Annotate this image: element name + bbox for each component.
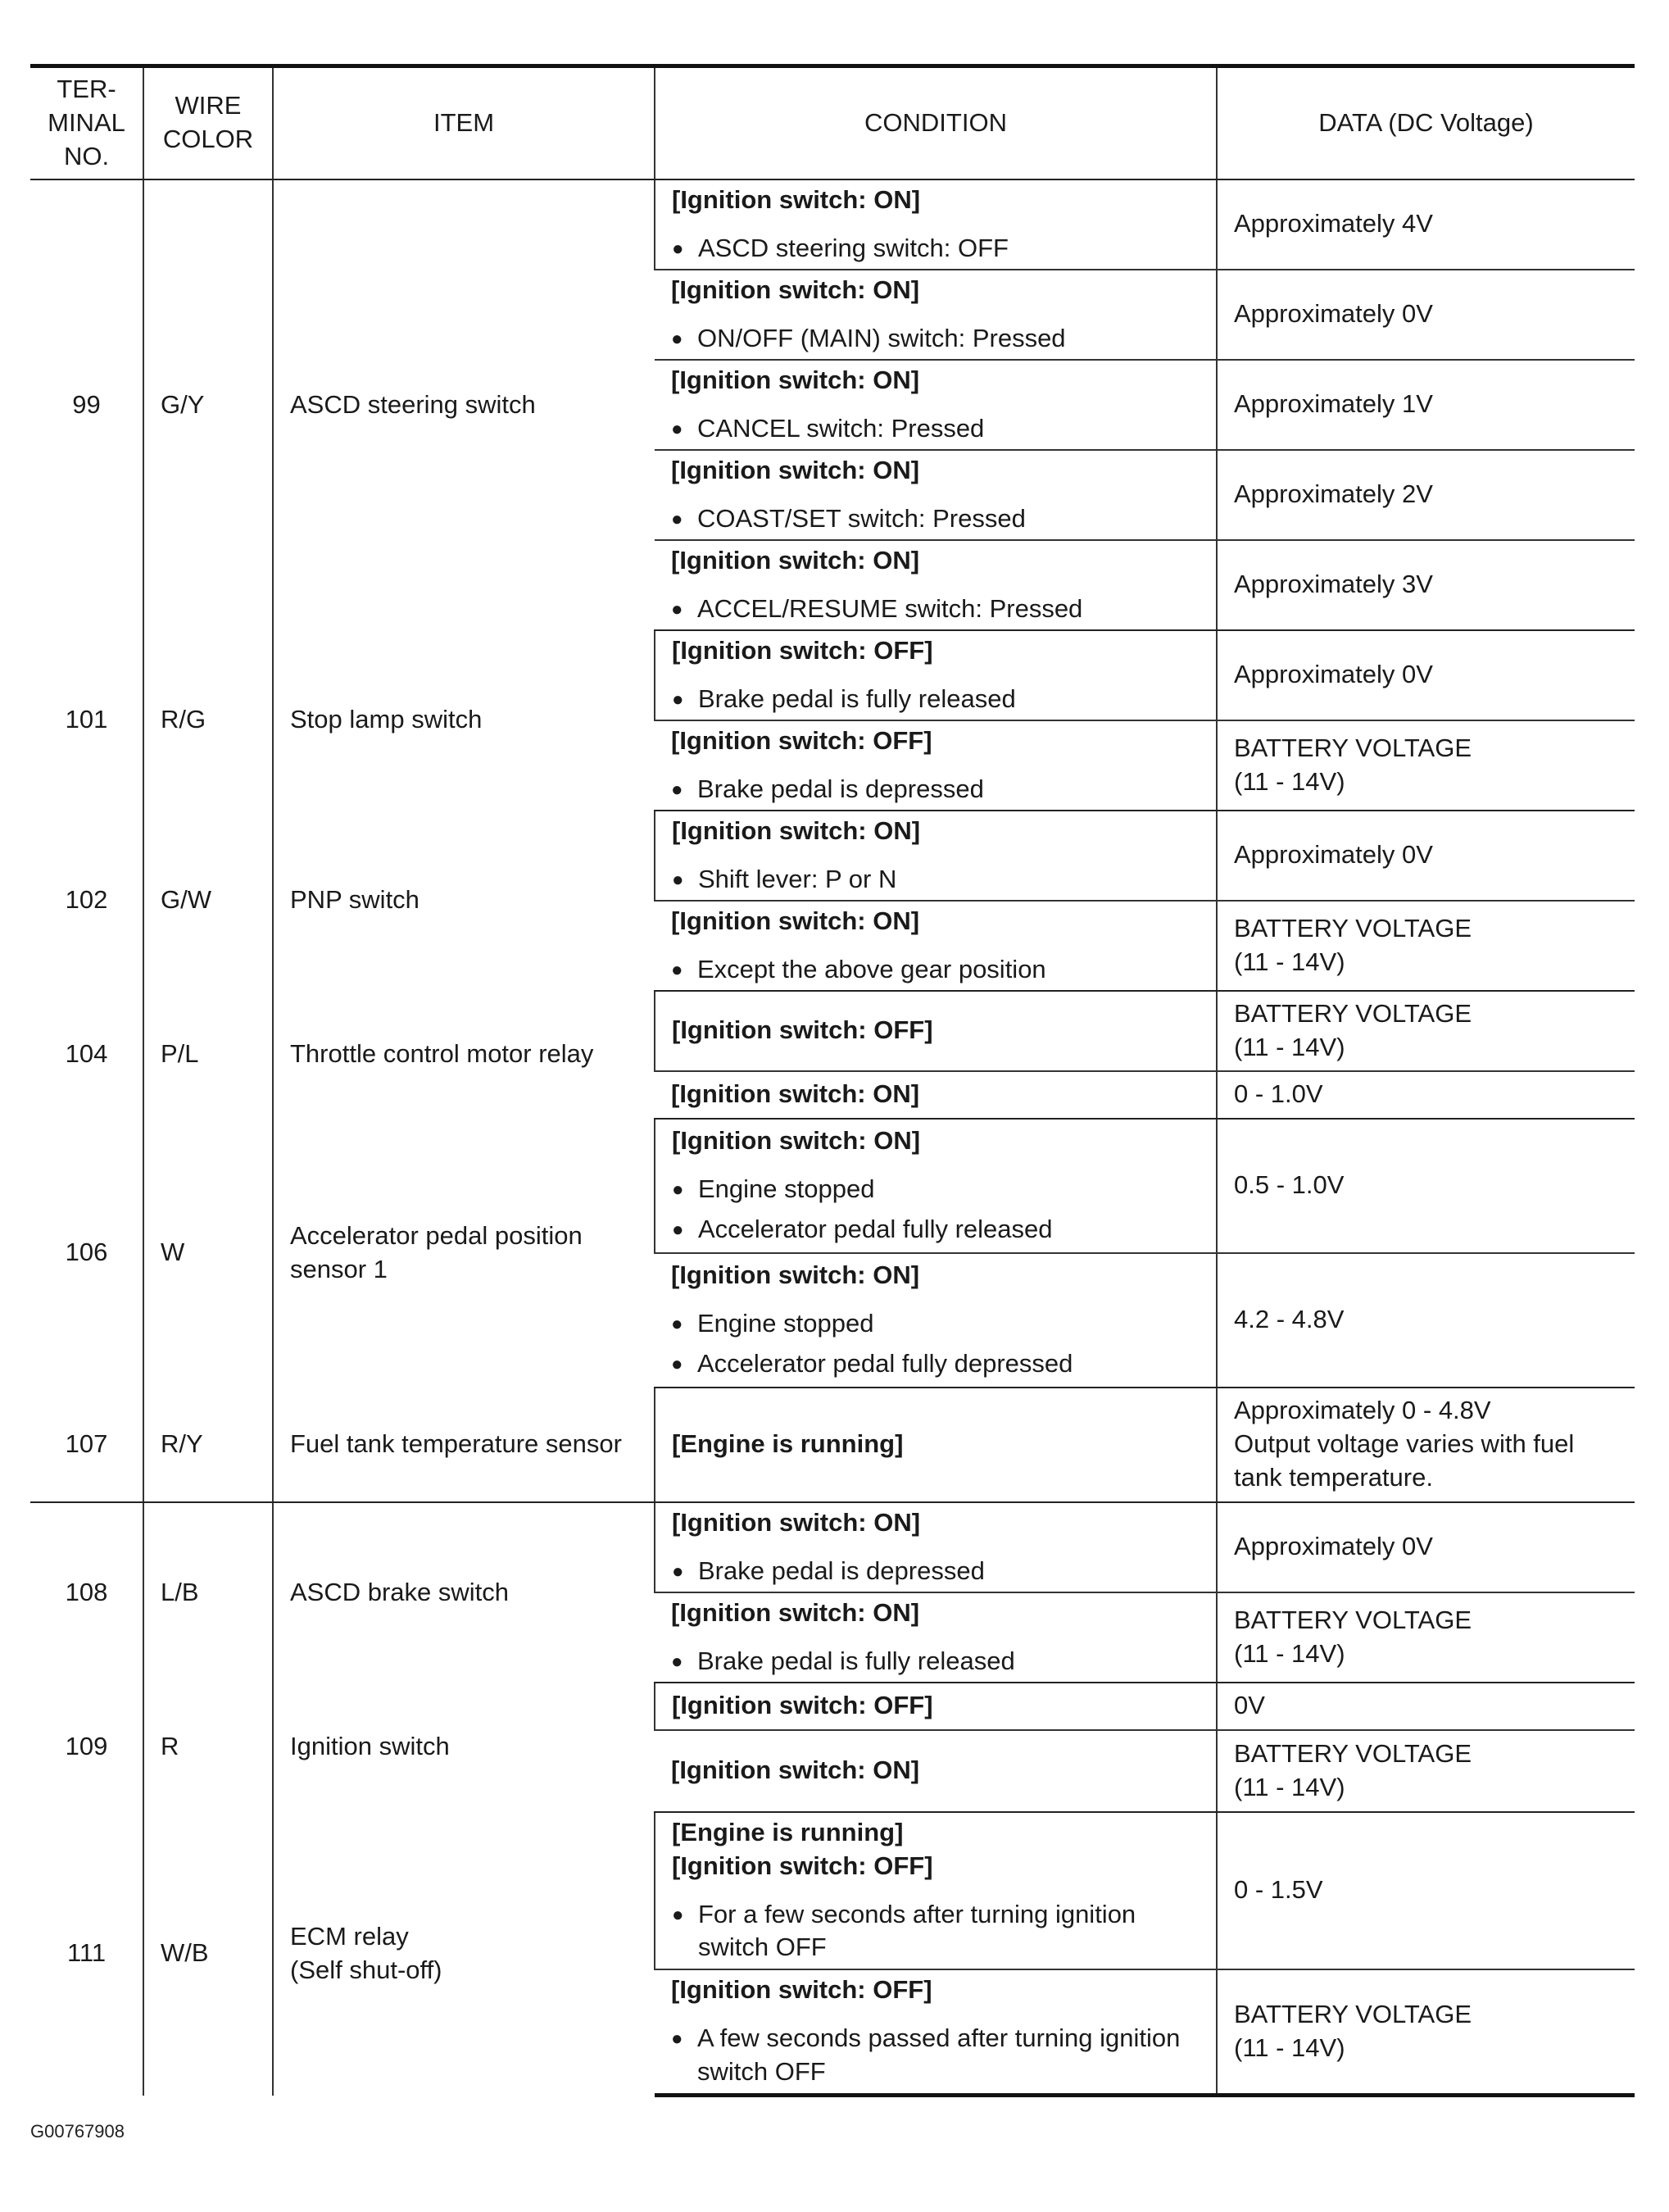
voltage-line: BATTERY VOLTAGE — [1234, 1738, 1472, 1768]
wire-color: L/B — [143, 1502, 273, 1683]
condition-bullet: ● For a few seconds after turning ignition switch OFF — [672, 1898, 1200, 1965]
voltage-line: Approximately 0V — [1234, 840, 1433, 870]
condition-bullet: ● Engine stopped — [671, 1307, 1200, 1341]
voltage-data — [1217, 1119, 1635, 1253]
item-name — [273, 1388, 655, 1502]
voltage-line: 0V — [1234, 1691, 1265, 1720]
wire-color: R — [143, 1683, 273, 1812]
condition-heading: [Ignition switch: ON] — [671, 1756, 920, 1785]
voltage-line: BATTERY VOLTAGE — [1234, 998, 1472, 1028]
item-name — [273, 1502, 655, 1683]
table-row — [30, 991, 1635, 1071]
voltage-line: Approximately 3V — [1234, 570, 1433, 599]
table-row — [30, 630, 1635, 720]
voltage-data — [1217, 360, 1635, 450]
table-row — [30, 1119, 1635, 1253]
voltage-data — [1217, 811, 1635, 901]
item-name — [273, 811, 655, 991]
item-line: ASCD steering switch — [290, 389, 536, 419]
condition-cell — [655, 360, 1217, 450]
condition-bullet: ● Brake pedal is depressed — [671, 773, 1200, 806]
condition-heading: [Ignition switch: ON] — [671, 1260, 920, 1290]
table-row — [30, 1502, 1635, 1592]
item-line: ECM relay — [290, 1921, 409, 1951]
voltage-line: Output voltage varies with fuel — [1234, 1429, 1575, 1459]
condition-cell — [655, 1071, 1217, 1119]
table-row — [30, 1388, 1635, 1502]
voltage-line: 0 - 1.0V — [1234, 1079, 1323, 1109]
voltage-data — [1217, 630, 1635, 720]
item-name — [273, 630, 655, 811]
condition-cell — [655, 720, 1217, 811]
condition-bullet: ● Shift lever: P or N — [672, 863, 1200, 897]
header-wire-color — [143, 66, 273, 179]
condition-cell — [655, 1730, 1217, 1812]
condition-bullet: ● Accelerator pedal fully depressed — [671, 1347, 1200, 1381]
condition-cell — [655, 1119, 1217, 1253]
condition-cell — [655, 1969, 1217, 2096]
condition-heading: [Ignition switch: ON] — [672, 1507, 921, 1537]
header-wire-line: WIRE — [175, 91, 242, 120]
voltage-data — [1217, 1502, 1635, 1592]
condition-heading: [Ignition switch: OFF] — [672, 1015, 933, 1045]
item-line: Stop lamp switch — [290, 705, 483, 734]
voltage-line: (11 - 14V) — [1234, 2033, 1345, 2062]
condition-bullet: ● Engine stopped — [672, 1173, 1200, 1206]
voltage-data — [1217, 179, 1635, 270]
voltage-line: Approximately 0V — [1234, 1532, 1433, 1561]
voltage-data — [1217, 991, 1635, 1071]
terminal-number: 108 — [65, 1577, 108, 1606]
voltage-data — [1217, 1969, 1635, 2096]
table-row — [30, 1683, 1635, 1730]
voltage-line: (11 - 14V) — [1234, 947, 1345, 976]
voltage-data — [1217, 901, 1635, 991]
voltage-data — [1217, 720, 1635, 811]
header-item: ITEM — [273, 66, 655, 179]
condition-bullet: ● ASCD steering switch: OFF — [672, 232, 1200, 266]
wire-color: P/L — [143, 991, 273, 1119]
terminal-data-sheet — [30, 64, 1635, 2097]
condition-bullet: ● Brake pedal is depressed — [672, 1555, 1200, 1588]
voltage-line: 4.2 - 4.8V — [1234, 1305, 1345, 1334]
condition-cell — [655, 811, 1217, 901]
terminal-number: 111 — [66, 1938, 107, 1968]
condition-cell — [655, 901, 1217, 991]
voltage-data — [1217, 540, 1635, 630]
condition-cell — [655, 991, 1217, 1071]
voltage-line: Approximately 0 - 4.8V — [1234, 1396, 1491, 1425]
voltage-line: (11 - 14V) — [1234, 1638, 1345, 1668]
wire-color: R/G — [143, 630, 273, 811]
condition-heading: [Ignition switch: ON] — [671, 1597, 920, 1627]
condition-cell — [655, 540, 1217, 630]
voltage-line: BATTERY VOLTAGE — [1234, 733, 1472, 762]
condition-bullet: ● ON/OFF (MAIN) switch: Pressed — [671, 322, 1200, 356]
header-data: DATA (DC Voltage) — [1217, 66, 1635, 179]
voltage-data — [1217, 1592, 1635, 1683]
terminal-number: 99 — [72, 389, 101, 419]
condition-heading: [Ignition switch: ON] — [672, 815, 921, 845]
condition-cell — [655, 630, 1217, 720]
item-name — [273, 1683, 655, 1812]
condition-heading: [Ignition switch: OFF] — [671, 725, 932, 755]
voltage-data — [1217, 1253, 1635, 1388]
table-header-row — [30, 66, 1635, 179]
terminal-number: 104 — [65, 1039, 108, 1069]
voltage-data — [1217, 270, 1635, 360]
condition-cell — [655, 1388, 1217, 1502]
wire-color: W — [143, 1119, 273, 1388]
condition-cell — [655, 270, 1217, 360]
item-line: ASCD brake switch — [290, 1577, 510, 1606]
header-terminal-line: MINAL — [48, 107, 125, 137]
header-terminal-line: NO. — [63, 141, 110, 170]
item-name — [273, 1119, 655, 1388]
voltage-line: tank temperature. — [1234, 1462, 1433, 1492]
item-line: sensor 1 — [290, 1254, 388, 1283]
voltage-data — [1217, 450, 1635, 540]
voltage-line: Approximately 1V — [1234, 389, 1433, 419]
condition-bullet: ● COAST/SET switch: Pressed — [671, 502, 1200, 536]
condition-cell — [655, 1502, 1217, 1592]
table-row — [30, 179, 1635, 270]
condition-heading: [Ignition switch: ON] — [671, 545, 920, 575]
condition-bullet: ● ACCEL/RESUME switch: Pressed — [671, 593, 1200, 626]
condition-heading: [Ignition switch: OFF] — [672, 1851, 933, 1880]
condition-cell — [655, 450, 1217, 540]
condition-cell — [655, 1812, 1217, 1969]
condition-heading: [Ignition switch: ON] — [672, 184, 921, 214]
voltage-line: Approximately 0V — [1234, 299, 1433, 329]
item-name — [273, 1812, 655, 2096]
condition-heading: [Ignition switch: ON] — [671, 906, 920, 935]
item-name — [273, 179, 655, 630]
condition-bullet: ● A few seconds passed after turning ignition switch OFF — [671, 2022, 1200, 2089]
voltage-data — [1217, 1683, 1635, 1730]
terminal-number: 107 — [30, 1388, 143, 1502]
wire-color: R/Y — [143, 1388, 273, 1502]
voltage-data — [1217, 1812, 1635, 1969]
condition-heading: [Ignition switch: ON] — [672, 1126, 921, 1156]
condition-heading: [Ignition switch: ON] — [671, 1079, 920, 1109]
table-row — [30, 1812, 1635, 1969]
header-condition: CONDITION — [655, 66, 1217, 179]
condition-bullet: ● Accelerator pedal fully released — [672, 1213, 1200, 1247]
condition-cell — [655, 1592, 1217, 1683]
voltage-line: BATTERY VOLTAGE — [1234, 913, 1472, 942]
terminal-number: 109 — [65, 1732, 108, 1761]
condition-heading: [Ignition switch: OFF] — [672, 1691, 933, 1720]
voltage-line: Approximately 2V — [1234, 479, 1433, 509]
header-wire-line: COLOR — [162, 125, 254, 154]
header-terminal-no — [30, 66, 143, 179]
voltage-line: (11 - 14V) — [1234, 1032, 1345, 1061]
voltage-data — [1217, 1730, 1635, 1812]
wire-color: W/B — [143, 1812, 273, 2096]
terminal-number: 106 — [65, 1238, 108, 1267]
condition-heading: [Engine is running] — [672, 1429, 904, 1459]
item-line: Fuel tank temperature sensor — [290, 1428, 622, 1458]
ecm-terminal-table — [30, 64, 1635, 2097]
voltage-line: 0 - 1.5V — [1234, 1875, 1323, 1905]
condition-bullet: ● Brake pedal is fully released — [672, 683, 1200, 716]
voltage-line: Approximately 0V — [1234, 660, 1433, 689]
voltage-line: BATTERY VOLTAGE — [1234, 1605, 1472, 1634]
voltage-line: 0.5 - 1.0V — [1234, 1170, 1345, 1200]
voltage-data — [1217, 1388, 1635, 1502]
voltage-line: (11 - 14V) — [1234, 1772, 1345, 1801]
condition-cell — [655, 1253, 1217, 1388]
condition-cell — [655, 1683, 1217, 1730]
voltage-data — [1217, 1071, 1635, 1119]
condition-heading: [Ignition switch: OFF] — [672, 635, 933, 665]
item-line: Throttle control motor relay — [290, 1039, 594, 1069]
condition-heading: [Ignition switch: ON] — [671, 275, 920, 304]
terminal-number: 101 — [65, 705, 108, 734]
item-line: Ignition switch — [290, 1732, 450, 1761]
item-line: (Self shut-off) — [290, 1955, 442, 1984]
wire-color: G/Y — [143, 179, 273, 630]
condition-heading: [Ignition switch: ON] — [671, 455, 920, 484]
condition-bullet: ● Except the above gear position — [671, 953, 1200, 987]
wire-color: G/W — [143, 811, 273, 991]
condition-heading: [Ignition switch: ON] — [671, 365, 920, 394]
condition-bullet: ● Brake pedal is fully released — [671, 1645, 1200, 1678]
item-line: PNP switch — [290, 885, 420, 915]
voltage-line: (11 - 14V) — [1234, 766, 1345, 796]
item-name — [273, 991, 655, 1119]
table-body — [30, 179, 1635, 2096]
voltage-line: Approximately 4V — [1234, 209, 1433, 238]
terminal-number: 102 — [65, 885, 108, 915]
table-row — [30, 811, 1635, 901]
condition-heading: [Engine is running] — [672, 1817, 904, 1846]
item-line: Accelerator pedal position — [290, 1220, 583, 1250]
voltage-line: BATTERY VOLTAGE — [1234, 1999, 1472, 2028]
condition-bullet: ● CANCEL switch: Pressed — [671, 412, 1200, 446]
header-terminal-line: TER- — [57, 74, 116, 103]
figure-id: G00767908 — [30, 2121, 125, 2142]
condition-cell — [655, 179, 1217, 270]
condition-heading: [Ignition switch: OFF] — [671, 1975, 932, 2005]
